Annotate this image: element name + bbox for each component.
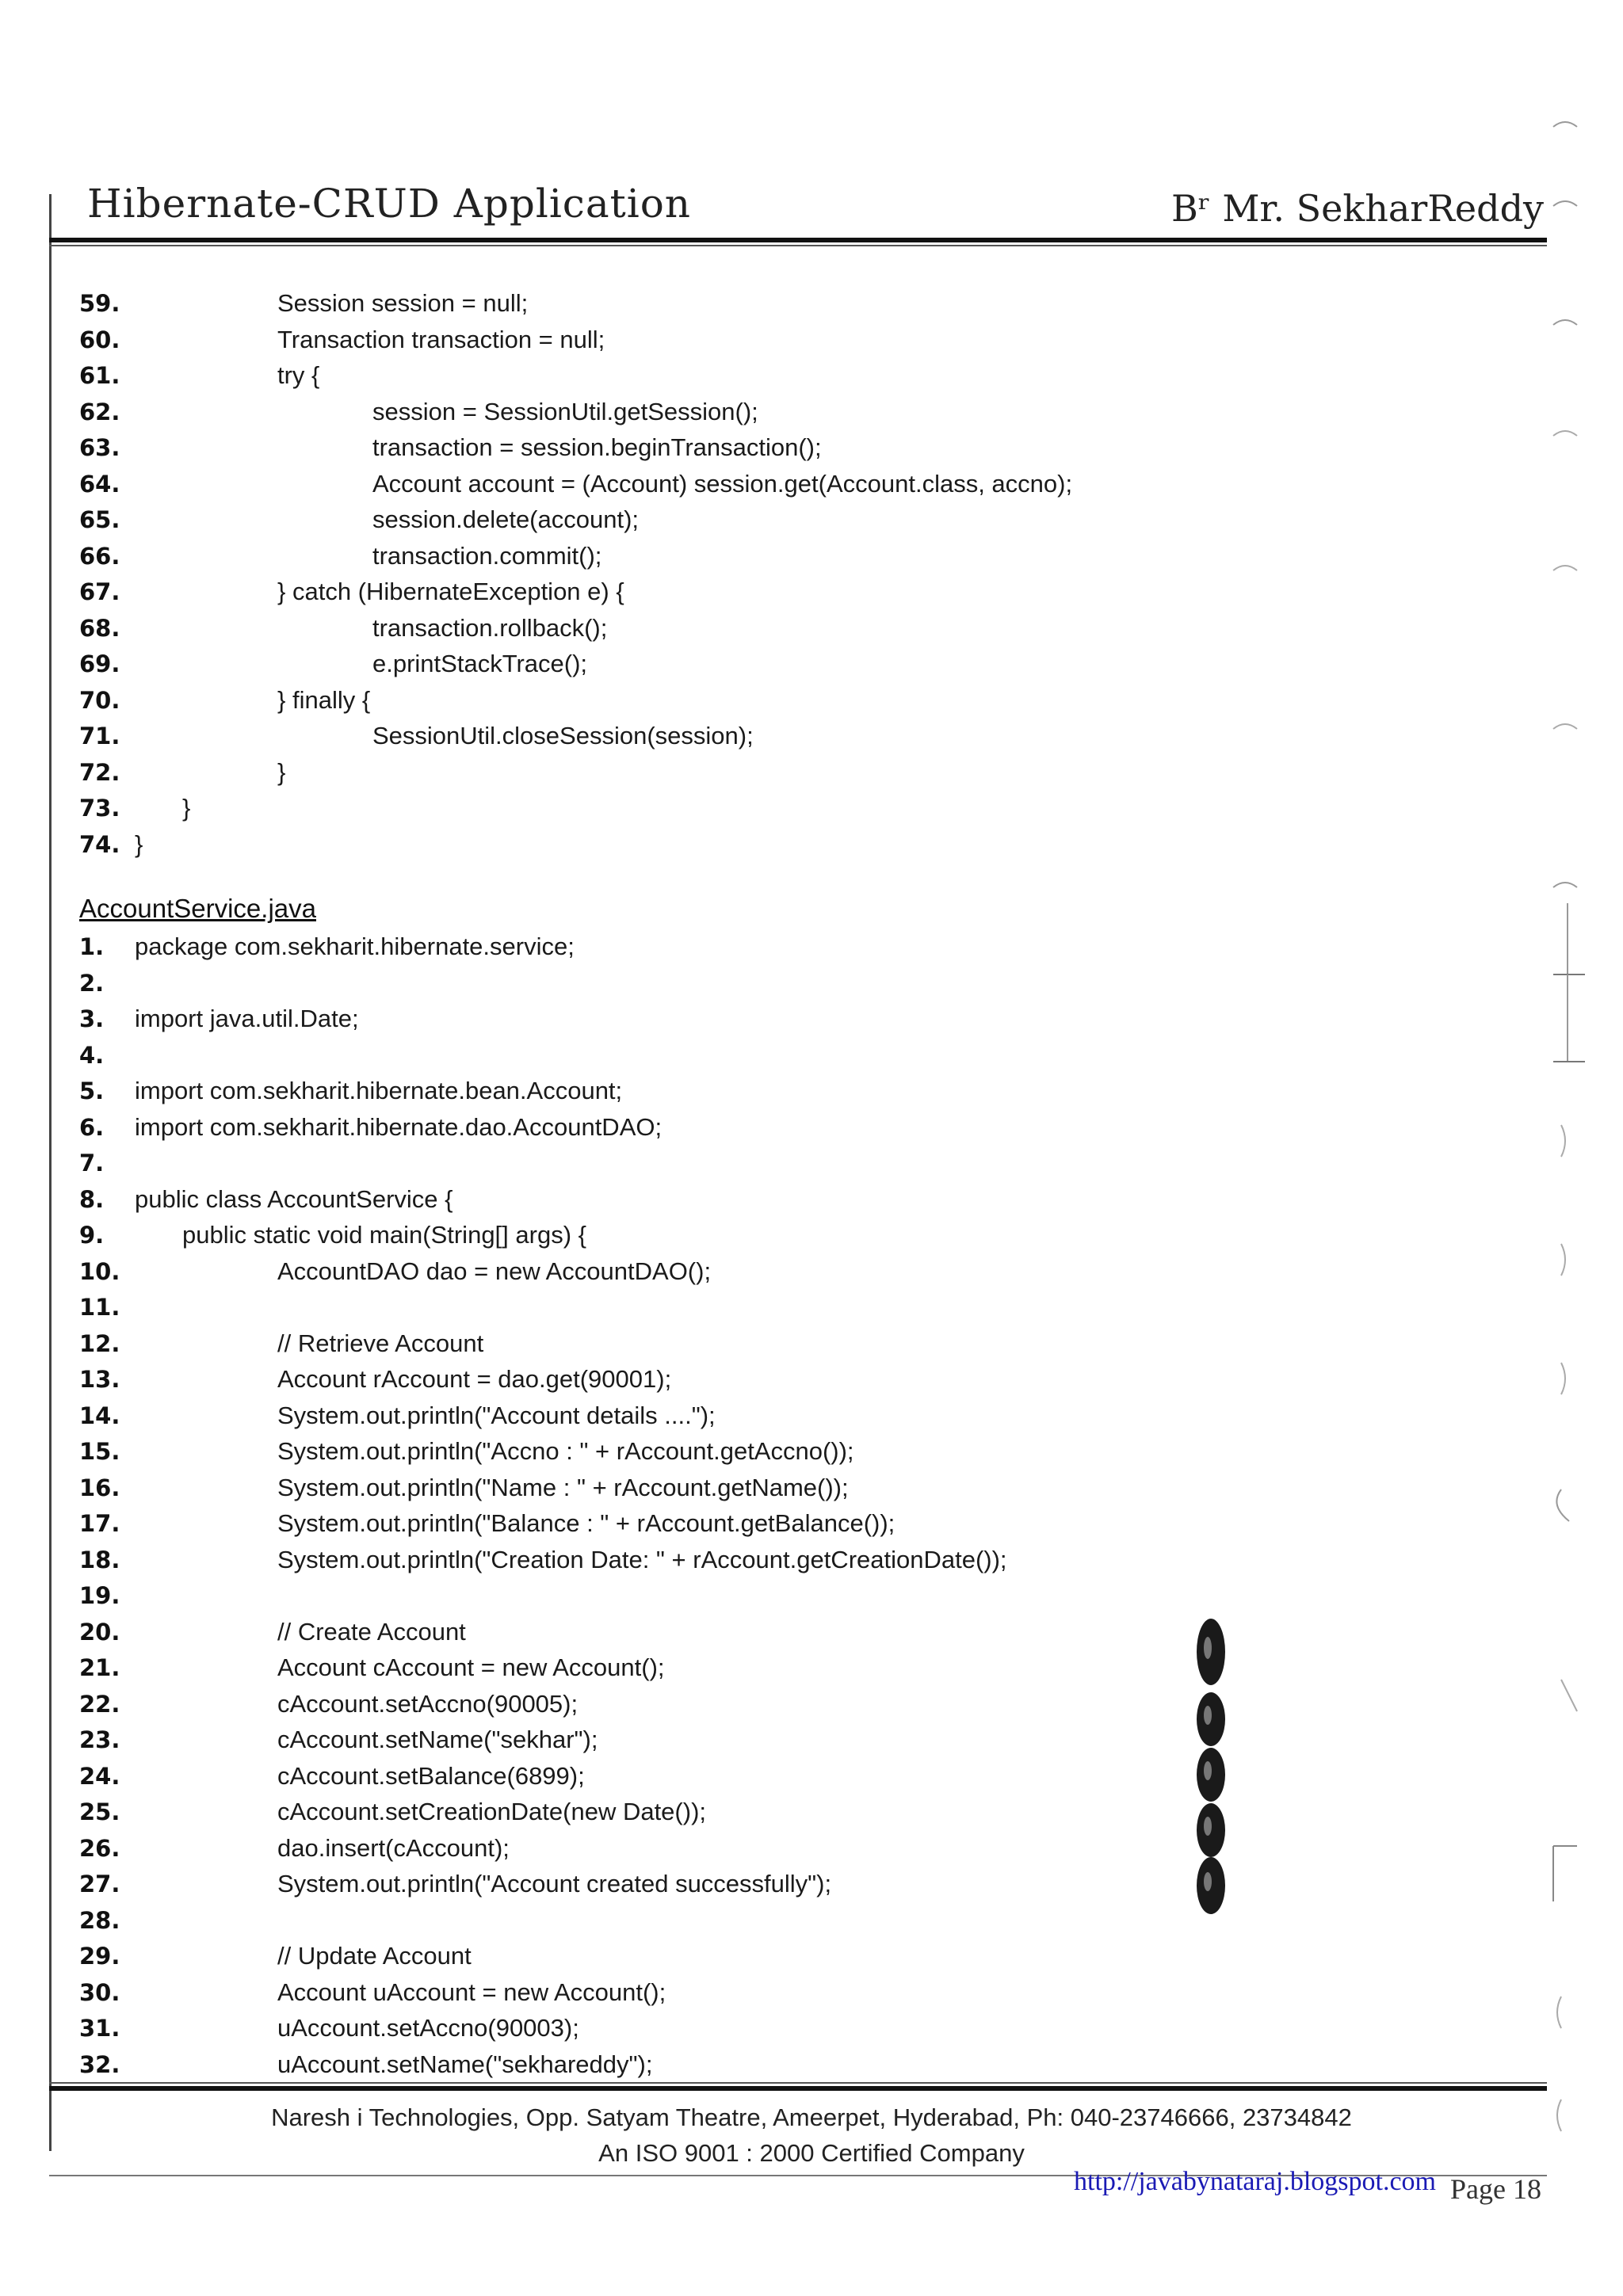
line-number: 28. [79,1906,120,1934]
line-number: 64. [79,470,120,498]
code-line [79,285,1506,322]
code-text: uAccount.setName("sekhareddy"); [277,2050,653,2078]
code-line [79,1001,1506,1037]
code-text: // Create Account [277,1617,466,1646]
line-number: 73. [79,795,120,822]
line-number: 65. [79,506,120,533]
code-text: System.out.println("Balance : " + rAccount.getBalance()); [277,1509,896,1537]
code-text: System.out.println("Account details ...."); [277,1401,716,1429]
code-line [79,1577,1506,1614]
line-number: 8. [79,1185,105,1213]
document-author: Bʳ Mr. SekharReddy [1170,187,1544,230]
line-number: 61. [79,362,120,389]
code-line [79,1217,1506,1253]
code-line [79,682,1506,719]
code-text: import com.sekharit.hibernate.bean.Account; [135,1077,623,1104]
code-text: } [277,757,286,786]
line-number: 16. [79,1474,120,1501]
line-number: 24. [79,1762,120,1790]
line-number: 14. [79,1402,120,1429]
scan-margin-marks [1537,95,1617,2234]
line-number: 22. [79,1690,120,1718]
code-line [79,1073,1506,1109]
code-text: transaction.commit(); [372,541,602,570]
code-text: Session session = null; [277,289,529,317]
code-text: SessionUtil.closeSession(session); [372,722,754,749]
footer-certification: An ISO 9001 : 2000 Certified Company [598,2139,1025,2167]
code-line [79,1181,1506,1218]
code-line [79,1614,1506,1650]
line-number: 20. [79,1618,120,1646]
line-number: 69. [79,650,120,677]
code-line [79,394,1506,430]
code-text: transaction.rollback(); [372,613,608,642]
code-line [79,1145,1506,1181]
code-line [79,1325,1506,1362]
line-number: 2. [79,969,105,997]
line-number: 15. [79,1438,120,1465]
line-number: 63. [79,434,120,461]
footer-rule [49,2082,1547,2091]
line-number: 9. [79,1222,105,1249]
line-number: 60. [79,326,120,353]
line-number: 7. [79,1150,105,1177]
line-number: 27. [79,1871,120,1897]
line-number: 3. [79,1005,105,1032]
line-number: 66. [79,542,120,570]
line-number: 26. [79,1834,120,1862]
code-text: try { [277,361,320,389]
code-line [79,1505,1506,1542]
line-number: 62. [79,398,120,425]
footer-address: Naresh i Technologies, Opp. Satyam Theatre, Ameerpet, Hyderabad, Ph: 040-23746666, 23734842 [271,2103,1352,2131]
code-text: e.printStackTrace(); [372,650,588,677]
code-text: session = SessionUtil.getSession(); [372,397,758,425]
document-title: Hibernate-CRUD Application [87,181,692,227]
line-number: 19. [79,1582,120,1609]
code-line [79,1109,1506,1146]
code-text: } [182,794,191,822]
code-text: session.delete(account); [372,505,640,533]
code-text: cAccount.setName("sekhar"); [277,1726,598,1753]
code-block-service [79,929,1506,2082]
line-number: 21. [79,1654,120,1681]
code-line [79,718,1506,754]
binding-holes-icon [1189,1616,1236,1917]
code-text: transaction = session.beginTransaction(); [372,433,822,461]
code-text: } [135,830,143,858]
code-text: public class AccountService { [135,1184,453,1213]
line-number: 30. [79,1978,120,2006]
code-text: System.out.println("Creation Date: " + rAccount.getCreationDate()); [277,1545,1007,1573]
code-text: System.out.println("Account created successfully"); [277,1870,832,1897]
line-number: 5. [79,1077,105,1104]
code-text: public static void main(String[] args) { [182,1221,586,1249]
code-line [79,1289,1506,1325]
code-line [79,1974,1506,2011]
line-number: 68. [79,614,120,642]
code-line [79,1902,1506,1939]
code-text: uAccount.setAccno(90003); [277,2014,579,2042]
code-line [79,1722,1506,1758]
line-number: 6. [79,1113,105,1141]
line-number: 67. [79,578,120,605]
line-number: 31. [79,2015,120,2042]
code-text: System.out.println("Name : " + rAccount.getName()); [277,1473,849,1501]
code-line [79,1398,1506,1434]
code-line [79,2010,1506,2046]
code-text: dao.insert(cAccount); [277,1833,510,1862]
page-left-border [49,194,52,2151]
line-number: 72. [79,758,120,786]
code-line [79,429,1506,466]
code-line [79,1830,1506,1867]
code-line [79,1037,1506,1074]
code-line [79,1542,1506,1578]
code-text: Account uAccount = new Account(); [277,1978,666,2006]
code-text: Account account = (Account) session.get(Account.class, accno); [372,469,1073,498]
code-line [79,646,1506,682]
code-text: System.out.println("Accno : " + rAccount.getAccno()); [277,1437,854,1465]
code-block-dao [79,285,1506,862]
line-number: 29. [79,1943,120,1970]
code-text: cAccount.setCreationDate(new Date()); [277,1798,707,1825]
code-line [79,1361,1506,1398]
code-text: import java.util.Date; [135,1005,359,1032]
code-line [79,502,1506,538]
code-text: Account rAccount = dao.get(90001); [277,1365,672,1393]
line-number: 71. [79,723,120,749]
line-number: 25. [79,1798,120,1825]
line-number: 10. [79,1257,120,1285]
code-line [79,1866,1506,1902]
code-line [79,610,1506,646]
code-text: import com.sekharit.hibernate.dao.AccountDAO; [135,1112,663,1141]
code-line [79,929,1506,965]
code-line [79,2046,1506,2083]
code-line [79,1794,1506,1830]
code-line [79,754,1506,791]
code-line [79,466,1506,502]
code-text: } finally { [277,685,371,714]
line-number: 4. [79,1041,105,1069]
code-line [79,574,1506,610]
code-text: package com.sekharit.hibernate.service; [135,933,575,960]
code-line [79,322,1506,358]
line-number: 59. [79,290,120,317]
code-text: // Retrieve Account [277,1329,484,1357]
code-text: AccountDAO dao = new AccountDAO(); [277,1257,712,1285]
code-line [79,1253,1506,1290]
file-title: AccountService.java [79,894,316,923]
code-line [79,538,1506,574]
code-line [79,1650,1506,1686]
code-line [79,826,1506,863]
code-line [79,357,1506,394]
code-text: cAccount.setBalance(6899); [277,1761,585,1790]
line-number: 23. [79,1726,120,1753]
blog-url-link[interactable]: http://javabynataraj.blogspot.com [1074,2167,1437,2196]
line-number: 70. [79,686,120,714]
code-line [79,1686,1506,1722]
line-number: 74. [79,830,120,858]
code-line [79,1470,1506,1506]
line-number: 1. [79,933,105,960]
line-number: 11. [79,1294,120,1321]
code-line [79,1433,1506,1470]
code-text: Account cAccount = new Account(); [277,1653,665,1681]
line-number: 12. [79,1329,120,1357]
code-text: // Update Account [277,1942,472,1970]
code-line [79,1758,1506,1794]
code-line [79,1938,1506,1974]
page-number: Page 18 [1450,2173,1541,2205]
line-number: 18. [79,1546,120,1573]
line-number: 13. [79,1366,120,1393]
line-number: 17. [79,1510,120,1537]
line-number: 32. [79,2050,120,2078]
code-text: cAccount.setAccno(90005); [277,1689,579,1718]
code-text: Transaction transaction = null; [277,325,605,353]
code-line [79,790,1506,826]
code-text: } catch (HibernateException e) { [277,578,624,605]
code-line [79,965,1506,1001]
header-rule [49,238,1547,246]
